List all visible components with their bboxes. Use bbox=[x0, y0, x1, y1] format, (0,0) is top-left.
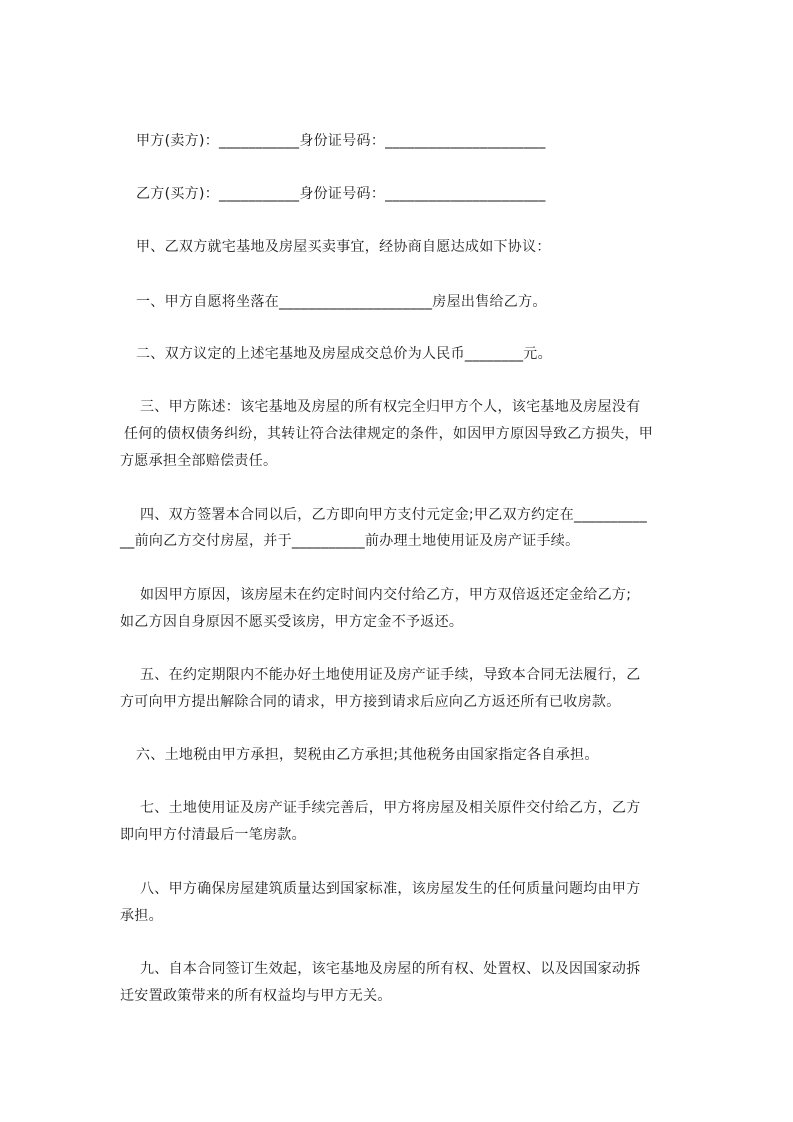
deposit-note-text-1: 如因甲方原因，该房屋未在约定时间内交付给乙方，甲方双倍返还定金给乙方; bbox=[140, 587, 632, 603]
seller-line bbox=[136, 131, 793, 151]
deposit-note-text-2: 如乙方因自身原因不愿买受该房，甲方定金不予返还。 bbox=[120, 614, 464, 630]
clause-7-text-2: 即向甲方付清最后一笔房款。 bbox=[120, 827, 306, 843]
clause-7-line-2 bbox=[120, 825, 793, 845]
clause-3-text-2: 任何的债权债务纠纷，其转让符合法律规定的条件，如因甲方原因导致乙方损失，甲 bbox=[124, 426, 654, 442]
clause-8-text-2: 承担。 bbox=[120, 908, 163, 924]
clause-9-text-2: 迁安置政策带来的所有权益均与甲方无关。 bbox=[120, 988, 392, 1004]
buyer-text: 乙方(买方)：___________身份证号码：______________________ bbox=[136, 186, 546, 202]
deposit-note-line-1 bbox=[140, 585, 793, 605]
clause-3-text-3: 方愿承担全部赔偿责任。 bbox=[120, 453, 278, 469]
clause-9-line-1 bbox=[140, 959, 793, 979]
clause-2 bbox=[136, 344, 793, 364]
clause-5-text-1: 五、在约定期限内不能办好土地使用证及房产证手续，导致本合同无法履行，乙 bbox=[140, 667, 641, 683]
buyer-line bbox=[136, 184, 793, 204]
clause-1 bbox=[136, 292, 793, 312]
deposit-note-line-2 bbox=[120, 612, 793, 632]
clause-8-text-1: 八、甲方确保房屋建筑质量达到国家标准，该房屋发生的任何质量问题均由甲方 bbox=[140, 881, 641, 897]
clause-5-line-1 bbox=[140, 665, 793, 685]
seller-text: 甲方(卖方)：___________身份证号码：______________________ bbox=[136, 133, 546, 149]
clause-3-text-1: 三、甲方陈述：该宅基地及房屋的所有权完全归甲方个人，该宅基地及房屋没有 bbox=[140, 399, 641, 415]
clause-2-text: 二、双方议定的上述宅基地及房屋成交总价为人民币________元。 bbox=[136, 346, 552, 362]
clause-4-text-1: 四、双方签署本合同以后，乙方即向甲方支付元定金;甲乙双方约定在__________ bbox=[140, 507, 648, 523]
clause-6 bbox=[136, 745, 793, 765]
clause-6-text: 六、土地税由甲方承担，契税由乙方承担;其他税务由国家指定各自承担。 bbox=[136, 747, 599, 763]
clause-4-line-2 bbox=[120, 531, 793, 551]
clause-9-line-2 bbox=[120, 986, 793, 1006]
clause-7-line-1 bbox=[140, 798, 793, 818]
clause-1-text: 一、甲方自愿将坐落在_____________________房屋出售给乙方。 bbox=[136, 294, 547, 310]
agreement-intro bbox=[136, 237, 793, 257]
clause-8-line-2 bbox=[120, 906, 793, 926]
clause-8-line-1 bbox=[140, 879, 793, 899]
clause-4-text-2: __前向乙方交付房屋，并于__________前办理土地使用证及房产证手续。 bbox=[120, 533, 580, 549]
clause-3-line-1 bbox=[140, 397, 793, 417]
intro-text: 甲、乙双方就宅基地及房屋买卖事宜，经协商自愿达成如下协议： bbox=[136, 239, 551, 255]
clause-5-text-2: 方可向甲方提出解除合同的请求，甲方接到请求后应向乙方返还所有已收房款。 bbox=[120, 694, 621, 710]
clause-5-line-2 bbox=[120, 692, 793, 712]
clause-3-line-3 bbox=[120, 451, 793, 471]
clause-7-text-1: 七、土地使用证及房产证手续完善后，甲方将房屋及相关原件交付给乙方，乙方 bbox=[140, 800, 641, 816]
clause-9-text-1: 九、自本合同签订生效起，该宅基地及房屋的所有权、处置权、以及因国家动拆 bbox=[140, 961, 641, 977]
clause-4-line-1 bbox=[140, 505, 793, 525]
clause-3-line-2 bbox=[124, 424, 793, 444]
